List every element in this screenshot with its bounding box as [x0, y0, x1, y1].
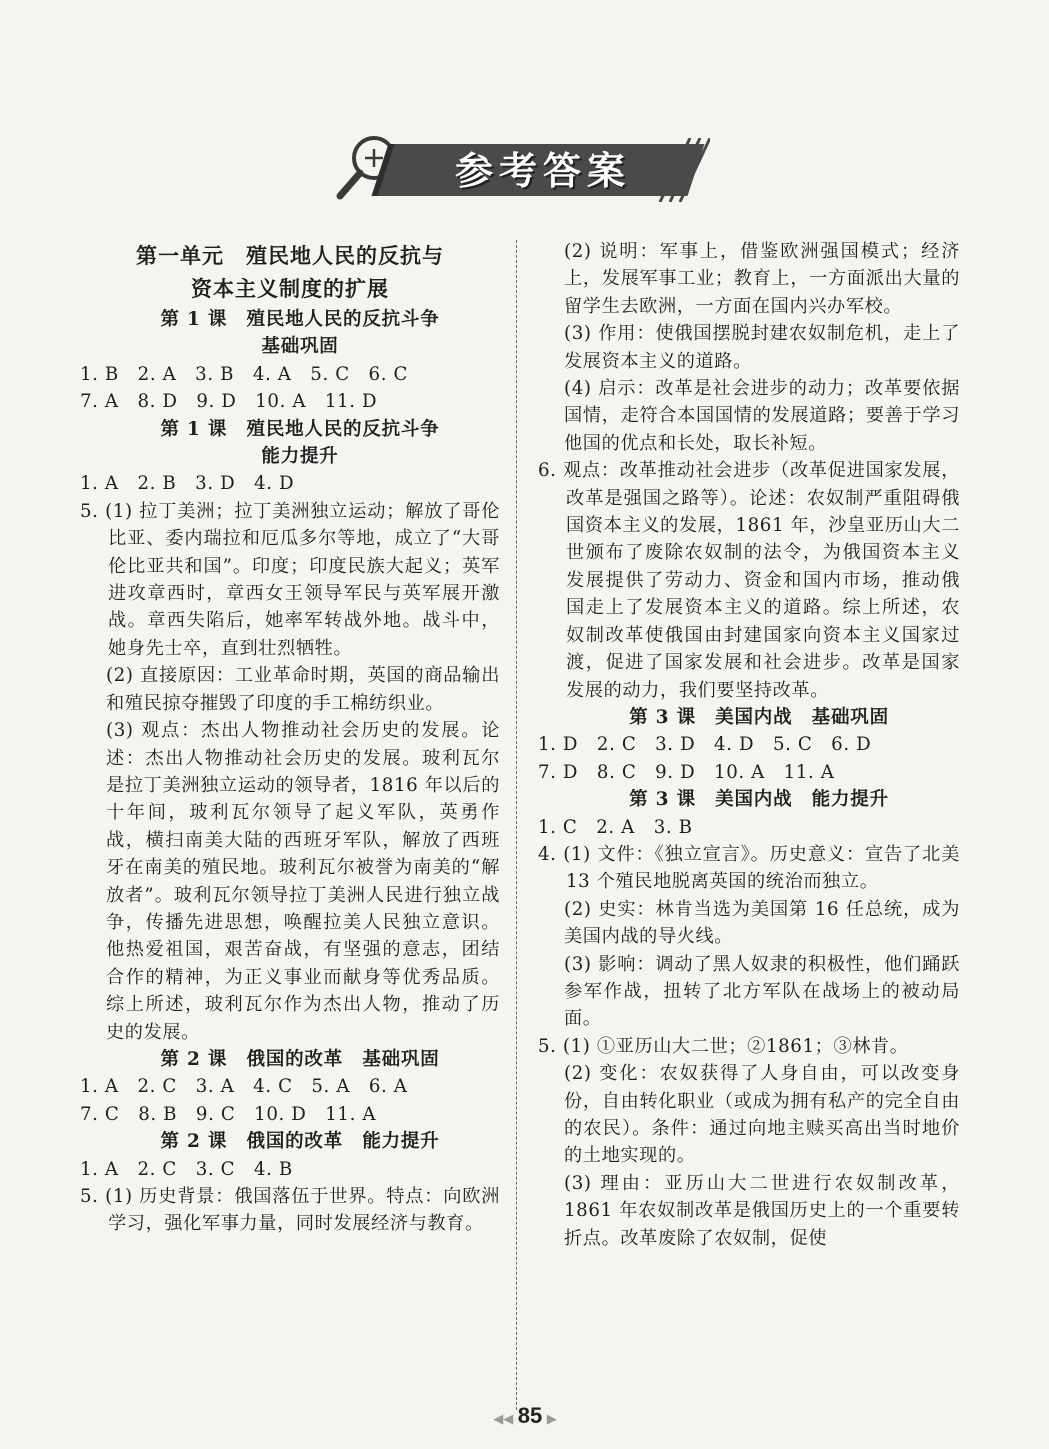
lesson-3-basic-title: 第 3 课 美国内战 基础巩固 — [629, 706, 889, 728]
right-arrow-icon: ▶ — [546, 1410, 557, 1426]
unit-title-line-1: 第一单元 殖民地人民的反抗与 — [136, 243, 444, 268]
answer-line: 7. C 8. B 9. C 10. D 11. A — [80, 1103, 377, 1125]
answer-paragraph: 6. 观点：改革推动社会进步（改革促进国家发展，改革是强国之路等）。论述：农奴制严重阻碍俄国资本主义的发展，1861 年，沙皇亚历山大二世颁布了废除农奴制的法令，为俄国资本主义发展提供了劳动力、资金和国内市场，推动俄国走上了发展资本主义的道路。综上所述，农奴制改革使俄国由封建国家向资本主义国家过渡，促进了国家发展和社会进步。改革是国家发展的动力，我们要坚持改革。 — [538, 460, 960, 701]
answer-paragraph: (2) 变化：农奴获得了人身自由，可以改变身份，自由转化职业（或成为拥有私产的完全自由的农民）。条件：通过向地主赎买高出当时地价的土地实现的。 — [564, 1063, 960, 1167]
lesson-1-basic-title: 第 1 课 殖民地人民的反抗斗争 — [160, 309, 440, 330]
answer-line: 1. D 2. C 3. D 4. D 5. C 6. D — [538, 734, 872, 756]
answer-line: 7. A 8. D 9. D 10. A 11. D — [80, 391, 378, 413]
lesson-3-advanced-title: 第 3 课 美国内战 能力提升 — [629, 789, 889, 811]
answer-paragraph: 5. (1) ①亚历山大二世；②1861；③林肯。 — [538, 1035, 909, 1057]
answer-line: 7. D 8. C 9. D 10. A 11. A — [538, 761, 835, 783]
lesson-2-basic-title: 第 2 课 俄国的改革 基础巩固 — [160, 1048, 440, 1070]
right-column — [538, 238, 960, 1252]
answer-paragraph: (2) 直接原因：工业革命时期，英国的商品输出和殖民掠夺摧毁了印度的手工棉纺织业。 — [106, 665, 500, 714]
answer-paragraph: (3) 理由：亚历山大二世进行农奴制改革，1861 年农奴制改革是俄国历史上的一个重要转折点。改革废除了农奴制，促使 — [564, 1172, 960, 1249]
answer-paragraph: 5. (1) 拉丁美洲；拉丁美洲独立运动；解放了哥伦比亚、委内瑞拉和厄瓜多尔等地，成立了“大哥伦比亚共和国”。印度；印度民族大起义；英军进攻章西时，章西女王领导军民与英军展开激战。章西失陷后，她率军转战外地。战斗中，她身先士卒，直到壮烈牺牲。 — [80, 500, 500, 659]
answer-paragraph: (4) 启示：改革是社会进步的动力；改革要依据国情，走符合本国国情的发展道路；要善于学习他国的优点和长处，取长补短。 — [564, 378, 960, 454]
unit-title-line-2: 资本主义制度的扩展 — [191, 276, 389, 301]
answer-paragraph: (2) 说明：军事上，借鉴欧洲强国模式；经济上，发展军事工业；教育上，一方面派出大量的留学生去欧洲，一方面在国内兴办军校。 — [564, 241, 960, 317]
left-arrow-icon: ◀◀ — [493, 1410, 514, 1426]
lesson-1-advanced-title: 第 1 课 殖民地人民的反抗斗争 — [160, 418, 440, 440]
answer-paragraph: 4. (1) 文件：《独立宣言》。历史意义：宣告了北美 13 个殖民地脱离英国的统治而独立。 — [538, 843, 960, 893]
left-column — [80, 238, 500, 1238]
answer-key-header — [330, 130, 700, 208]
answer-paragraph: (2) 史实：林肯当选为美国第 16 任总统，成为美国内战的导火线。 — [564, 898, 960, 948]
answer-line: 1. A 2. B 3. D 4. D — [80, 473, 295, 495]
lesson-1-advanced-subtitle: 能力提升 — [261, 446, 339, 468]
answer-line: 1. B 2. A 3. B 4. A 5. C 6. C — [80, 363, 408, 385]
lesson-1-basic-subtitle: 基础巩固 — [261, 336, 339, 358]
page-footer — [460, 1398, 590, 1434]
column-divider — [516, 240, 517, 1410]
answer-paragraph: 5. (1) 历史背景：俄国落伍于世界。特点：向欧洲学习，强化军事力量，同时发展经济与教育。 — [80, 1186, 500, 1235]
page-number: 85 — [517, 1403, 543, 1428]
lesson-2-advanced-title: 第 2 课 俄国的改革 能力提升 — [160, 1131, 440, 1153]
answer-paragraph: (3) 影响：调动了黑人奴隶的积极性，他们踊跃参军作战，扭转了北方军队在战场上的被动局面。 — [564, 953, 960, 1030]
page-title: 参考答案 — [454, 149, 631, 193]
answer-line: 1. C 2. A 3. B — [538, 816, 693, 838]
answer-line: 1. A 2. C 3. C 4. B — [80, 1158, 293, 1180]
answer-paragraph: (3) 观点：杰出人物推动社会历史的发展。论述：杰出人物推动社会历史的发展。玻利瓦尔是拉丁美洲独立运动的领导者，1816 年以后的十年间，玻利瓦尔领导了起义军队，英勇作战，横扫南美大陆的西班牙军队，解放了西班牙在南美的殖民地。玻利瓦尔被誉为南美的“解放者”。玻利瓦尔领导拉丁美洲人民进行独立战争，传播先进思想，唤醒拉美人民独立意识。他热爱祖国，艰苦奋战，有坚强的意志，团结合作的精神，为正义事业而献身等优秀品质。综上所述，玻利瓦尔作为杰出人物，推动了历史的发展。 — [106, 720, 500, 1043]
answer-paragraph: (3) 作用：使俄国摆脱封建农奴制危机，走上了发展资本主义的道路。 — [564, 323, 960, 372]
answer-line: 1. A 2. C 3. A 4. C 5. A 6. A — [80, 1076, 408, 1098]
